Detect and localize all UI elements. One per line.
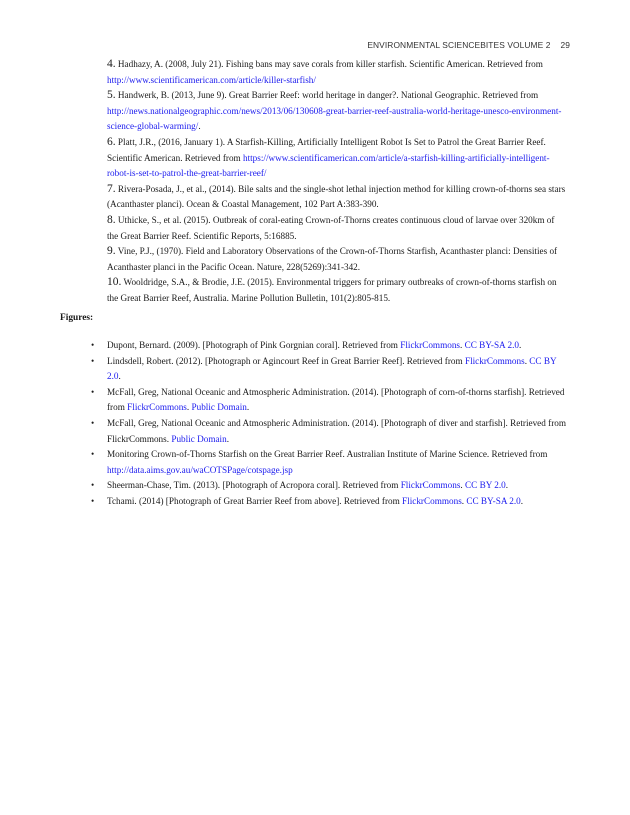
- credit-trailing: .: [246, 402, 250, 413]
- credit-trailing: .: [505, 480, 509, 491]
- reference-number: 10.: [107, 276, 122, 289]
- page-number: 29: [560, 40, 570, 50]
- reference-item: [107, 182, 567, 213]
- reference-number: 5.: [107, 89, 116, 102]
- credit-license-link[interactable]: Public Domain: [191, 402, 247, 413]
- figure-credit-item: [91, 385, 571, 416]
- credit-text: McFall, Greg, National Oceanic and Atmospheric Administration. (2014). [Photograph of diver and starfish]. Retrieved from FlickrCommons.: [107, 417, 567, 444]
- credit-license-link[interactable]: CC BY-SA 2.0: [466, 495, 521, 506]
- credit-separator: .: [460, 340, 465, 350]
- figure-credit-item: [91, 494, 571, 510]
- reference-text: Wooldridge, S.A., & Brodie, J.E. (2015). Environmental triggers for primary outbreaks of crown-of-thorns starfish on the Great Barrier Reef, Australia. Marine Pollution Bulletin, 101(2):805-815.: [107, 277, 557, 303]
- credit-license-link[interactable]: CC BY 2.0: [465, 480, 506, 491]
- credit-source-link[interactable]: FlickrCommons: [400, 480, 461, 491]
- reference-text: Uthicke, S., et al. (2015). Outbreak of coral-eating Crown-of-Thorns creates continuous cloud of larvae over 320km of the Great Barrier Reef. Scientific Reports, 5:16885.: [107, 214, 555, 241]
- reference-number: 6.: [107, 135, 116, 148]
- bullet-icon: •: [91, 480, 95, 491]
- figure-credit-item: [91, 478, 571, 494]
- credit-trailing: .: [118, 371, 121, 382]
- credit-text: Dupont, Bernard. (2009). [Photograph of Pink Gorgnian coral]. Retrieved from: [107, 340, 401, 350]
- reference-item: [107, 88, 567, 135]
- figure-credit-item: [91, 447, 571, 478]
- reference-text: Rivera-Posada, J., et al., (2014). Bile salts and the single-shot lethal injection method for killing crown-of-thorns sea stars (Acanthaster planci). Ocean & Coastal Management, 102 Part A:383-390.: [107, 183, 566, 210]
- figures-heading: Figures:: [60, 313, 94, 323]
- credit-separator: .: [186, 402, 192, 413]
- bullet-icon: •: [91, 355, 95, 366]
- reference-item: [107, 244, 567, 275]
- reference-trailing: .: [198, 121, 201, 132]
- running-header: [367, 40, 570, 50]
- reference-text: Vine, P.J., (1970). Field and Laboratory Observations of the Crown-of-Thorns Starfish, Acanthaster planci: Densities of Acanthaster planci in the Pacific Ocean. Nature, 228(5269):341-342.: [107, 246, 558, 272]
- reference-item: [107, 213, 567, 244]
- reference-text: Platt, J.R., (2016, January 1). A Starfish-Killing, Artificially Intelligent Robot Is Set to Patrol the Great Barrier Reef. Scientific American. Retrieved from: [107, 136, 546, 163]
- credit-text: Lindsdell, Robert. (2012). [Photograph or Agincourt Reef in Great Barrier Reef]. Retrieved from: [107, 355, 465, 366]
- credit-separator: .: [524, 355, 530, 366]
- credit-text: Tchami. (2014) [Photograph of Great Barrier Reef from above]. Retrieved from: [107, 495, 403, 506]
- figure-credit-item: [91, 354, 571, 385]
- credit-text: Monitoring Crown-of-Thorns Starfish on the Great Barrier Reef. Australian Institute of Marine Science. Retrieved from: [107, 449, 548, 460]
- credit-source-link[interactable]: FlickrCommons: [400, 340, 460, 350]
- credit-source-link[interactable]: FlickrCommons: [127, 402, 187, 413]
- credit-license-link[interactable]: Public Domain: [171, 433, 227, 444]
- reference-number: 9.: [107, 245, 116, 258]
- bullet-icon: •: [91, 340, 95, 350]
- reference-text: Hadhazy, A. (2008, July 21). Fishing bans may save corals from killer starfish. Scientific American. Retrieved from: [117, 59, 543, 69]
- credit-trailing: .: [226, 433, 230, 444]
- reference-link[interactable]: https://www.scientificamerican.com/article/a-starfish-killing-artificially-intelligent-robot-is-set-to-patrol-the-great-barrier-reef/: [107, 152, 550, 179]
- bullet-icon: •: [91, 449, 95, 460]
- credit-source-link[interactable]: FlickrCommons: [402, 495, 462, 506]
- reference-item: [107, 135, 567, 182]
- credit-text: McFall, Greg, National Oceanic and Atmospheric Administration. (2014). [Photograph of corn-of-thorns starfish]. Retrieved from: [107, 386, 565, 413]
- credit-license-link[interactable]: CC BY 2.0: [107, 355, 557, 382]
- reference-list: [107, 57, 567, 307]
- reference-number: 8.: [107, 213, 116, 226]
- reference-link[interactable]: http://news.nationalgeographic.com/news/2013/06/130608-great-barrier-reef-australia-world-heritage-unesco-environment-science-global-warming/: [107, 105, 562, 132]
- reference-number: 4.: [107, 58, 116, 70]
- figure-credit-item: [91, 338, 571, 354]
- credit-source-link[interactable]: FlickrCommons: [464, 355, 525, 366]
- reference-item: [107, 57, 567, 88]
- credit-trailing: .: [518, 340, 522, 350]
- credit-separator: .: [460, 480, 466, 491]
- reference-text: Handwerk, B. (2013, June 9). Great Barrier Reef: world heritage in danger?. National Geographic. Retrieved from: [117, 90, 539, 101]
- credit-text: Sheerman-Chase, Tim. (2013). [Photograph of Acropora coral]. Retrieved from: [107, 480, 401, 491]
- bullet-icon: •: [91, 386, 95, 397]
- credit-license-link[interactable]: CC BY-SA 2.0: [464, 340, 519, 350]
- bullet-icon: •: [91, 495, 95, 506]
- header-title: ENVIRONMENTAL SCIENCEBITES VOLUME 2: [367, 40, 551, 50]
- credit-source-link[interactable]: http://data.aims.gov.au/waCOTSPage/cotspage.jsp: [107, 464, 293, 475]
- figure-credits-list: [91, 338, 571, 510]
- reference-link[interactable]: http://www.scientificamerican.com/article/killer-starfish/: [107, 74, 316, 85]
- reference-number: 7.: [107, 182, 116, 195]
- credit-trailing: .: [520, 495, 524, 506]
- bullet-icon: •: [91, 417, 95, 428]
- reference-item: [107, 275, 567, 306]
- figure-credit-item: [91, 416, 571, 447]
- credit-separator: .: [461, 495, 467, 506]
